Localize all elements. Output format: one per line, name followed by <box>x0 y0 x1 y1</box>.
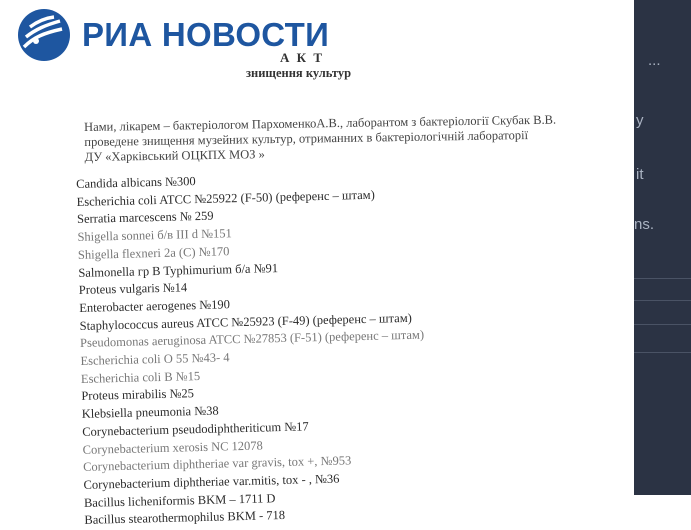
intro-paragraph <box>84 112 585 165</box>
culture-item: Proteus mirabilis №25 <box>81 386 195 404</box>
culture-item: Serratia marcescens № 259 <box>76 209 214 227</box>
document-title: А К Т <box>280 50 324 65</box>
culture-item: Bacillus licheniformis BKM – 1711 D <box>83 490 276 510</box>
culture-item: Corynebacterium diphtheriae var gravis, tox +, №953 <box>82 453 352 475</box>
culture-item: Proteus vulgaris №14 <box>78 280 188 298</box>
culture-list <box>76 168 429 530</box>
sidebar-fragment: ns. <box>634 216 655 233</box>
sidebar-fragment: it <box>636 166 644 183</box>
background-page-sidebar <box>634 0 691 495</box>
culture-item: Escherichia coli ATCC №25922 (F-50) (референс – штам) <box>76 187 375 209</box>
culture-item: Corynebacterium xerosis NC 12078 <box>82 438 263 457</box>
sidebar-divider <box>634 352 691 353</box>
culture-item: Escherichia coli O 55 №43- 4 <box>80 350 230 368</box>
culture-item: Staphylococcus aureus ATCC №25923 (F-49) (референс – штам) <box>79 310 412 333</box>
sidebar-divider <box>634 278 691 279</box>
culture-item: Shigella sonnei б/в III d №151 <box>77 226 233 245</box>
sidebar-fragment: ... <box>648 52 661 69</box>
sidebar-divider <box>634 300 691 301</box>
culture-item: Corynebacterium pseudodiphtheriticum №17 <box>82 419 309 439</box>
document-subtitle: знищення культур <box>246 66 352 80</box>
culture-item: Pseudomonas aeruginosa ATCC №27853 (F-51) (референс – штам) <box>79 327 425 351</box>
intro-line: проведене знищення музейних культур, отриманних в бактеріологічній лабораторії <box>84 128 529 149</box>
culture-item: Candida albicans №300 <box>76 174 196 191</box>
sidebar-fragment: y <box>636 112 644 129</box>
intro-line: Нами, лікарем – бактеріологом ПархоменкоА.В., лаборантом з бактеріології Скубак В.В. <box>84 112 557 134</box>
culture-item: Bacillus stearothermophilus BKM - 718 <box>84 508 286 528</box>
culture-item: Corynebacterium diphtheriae var.mitis, tox - , №36 <box>83 471 340 492</box>
sidebar-divider <box>634 324 691 325</box>
logo-wordmark: РИА НОВОСТИ <box>82 16 330 53</box>
culture-item: Salmonella гр B Typhimurium б/а №91 <box>78 260 279 280</box>
globe-logo-icon <box>16 7 72 63</box>
culture-item: Escherichia coli B №15 <box>80 368 201 386</box>
intro-line: ДУ «Харківський ОЦКПХ МОЗ » <box>84 147 265 164</box>
culture-item: Enterobacter aerogenes №190 <box>79 297 231 315</box>
culture-item: Klebsiella pneumonia №38 <box>81 403 219 422</box>
culture-item: Shigella flexneri 2a (C) №170 <box>77 244 230 262</box>
